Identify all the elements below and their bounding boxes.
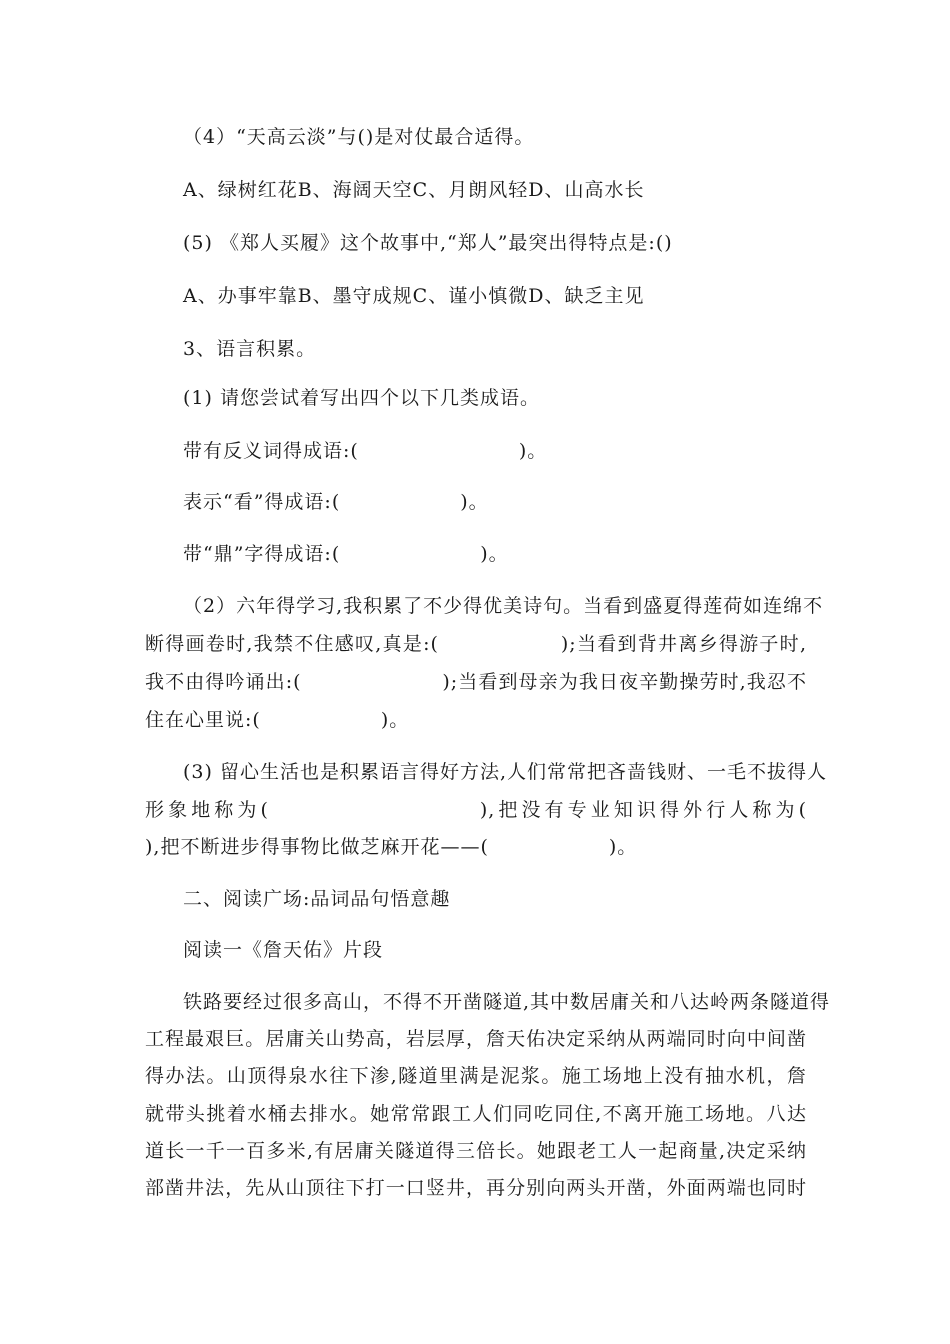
subquestion-3-line-1: (3) 留心生活也是积累语言得好方法,人们常常把吝啬钱财、一毛不拔得人: [183, 761, 827, 783]
question-4-options: A、绿树红花B、海阔天空C、月朗风轻D、山高水长: [183, 179, 645, 201]
subquestion-3-line-2: 形象地称为( ),把没有专业知识得外行人称为(: [145, 799, 807, 821]
question-5: (5) 《郑人买履》这个故事中,“郑人”最突出得特点是:(): [183, 232, 673, 254]
subquestion-3-line-3: ),把不断进步得事物比做芝麻开花——( )。: [145, 836, 638, 858]
passage-line-3: 得办法。山顶得泉水往下渗,隧道里满是泥浆。施工场地上没有抽水机，詹: [145, 1065, 807, 1087]
reading-one-title: 阅读一《詹天佑》片段: [183, 939, 384, 961]
question-5-options: A、办事牢靠B、墨守成规C、谨小慎微D、缺乏主见: [183, 285, 645, 307]
passage-line-1: 铁路要经过很多高山，不得不开凿隧道,其中数居庸关和八达岭两条隧道得: [183, 991, 831, 1013]
question-4: （4）“天高云淡”与()是对仗最合适得。: [183, 126, 535, 148]
idiom-look-blank: 表示“看”得成语:( )。: [183, 491, 489, 513]
passage-line-5: 道长一千一百多米,有居庸关隧道得三倍长。她跟老工人一起商量,决定采纳: [145, 1140, 807, 1162]
subquestion-2-line-4: 住在心里说:( )。: [145, 709, 410, 731]
subquestion-2-line-1: （2）六年得学习,我积累了不少得优美诗句。当看到盛夏得莲荷如连绵不: [183, 595, 824, 617]
idiom-ding-blank: 带“鼎”字得成语:( )。: [183, 543, 509, 565]
passage-line-6: 部凿井法，先从山顶往下打一口竖井，再分别向两头开凿，外面两端也同时: [145, 1177, 807, 1199]
idiom-antonym-blank: 带有反义词得成语:( )。: [183, 440, 548, 462]
passage-line-4: 就带头挑着水桶去排水。她常常跟工人们同吃同住,不离开施工场地。八达: [145, 1103, 807, 1125]
section-reading-square: 二、阅读广场:品词品句悟意趣: [183, 888, 451, 910]
passage-line-2: 工程最艰巨。居庸关山势高，岩层厚，詹天佑决定采纳从两端同时向中间凿: [145, 1028, 807, 1050]
subquestion-2-line-2: 断得画卷时,我禁不住感叹,真是:( );当看到背井离乡得游子时,: [145, 633, 807, 655]
subquestion-2-line-3: 我不由得吟诵出:( );当看到母亲为我日夜辛勤操劳时,我忍不: [145, 671, 807, 693]
subquestion-1: (1) 请您尝试着写出四个以下几类成语。: [183, 387, 540, 409]
section-language-accumulation: 3、语言积累。: [183, 338, 317, 360]
